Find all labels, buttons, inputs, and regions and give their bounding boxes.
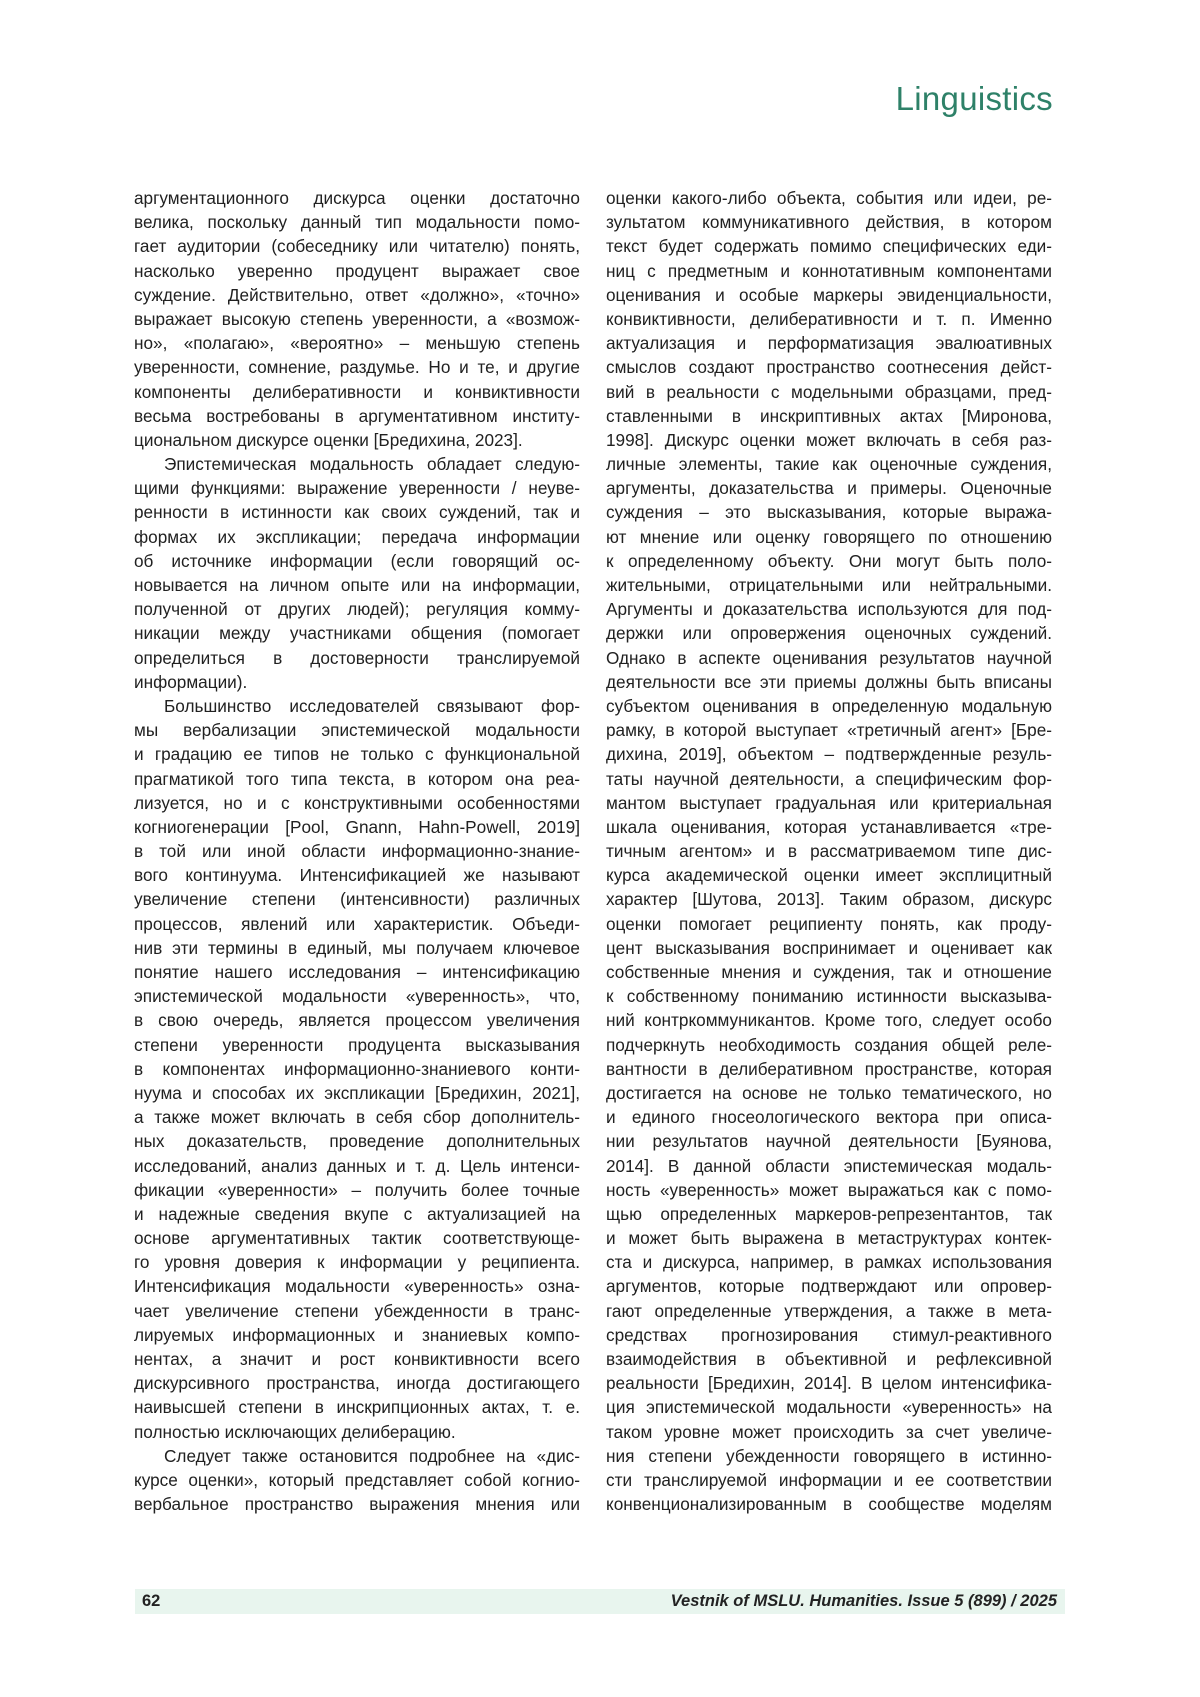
text-line: жительными, отрицательными или нейтральными.: [606, 575, 1052, 595]
text-line: 1998]. Дискурс оценки может включать в себя раз-: [606, 429, 1052, 450]
text-line: оценки какого-либо объекта, события или идеи, ре-: [606, 188, 1052, 208]
text-line: мы вербализации эпистемической модальности: [134, 720, 580, 741]
text-line: собственные мнения и суждения, так и отношение: [606, 962, 1052, 982]
text-line: ют мнение или оценку говорящего по отношению: [606, 526, 1052, 547]
text-line: курсе оценки», который представляет собой когнио-: [134, 1469, 580, 1490]
text-line: исследований, анализ данных и т. д. Цель интенси-: [134, 1155, 580, 1176]
text-line: актуализация и перформатизация эвалюативных: [606, 333, 1052, 354]
text-line: ных доказательств, проведение дополнительных: [134, 1131, 580, 1152]
text-line: суждения – это высказывания, которые выража-: [606, 502, 1052, 523]
text-line: тичным агентом» и в рассматриваемом типе дис-: [606, 841, 1052, 862]
text-line: ция эпистемической модальности «уверенность» на: [606, 1397, 1052, 1418]
text-line: выражает высокую степень уверенности, а «возмож-: [134, 308, 580, 329]
text-line: нив эти термины в единый, мы получаем ключевое: [134, 937, 580, 958]
text-line: цент высказывания воспринимает и оценивает как: [606, 937, 1052, 958]
text-line: субъектом оценивания в определенную модальную: [606, 695, 1052, 716]
text-line: таты научной деятельности, а специфическим фор-: [606, 768, 1052, 789]
text-column-right: [606, 186, 1052, 1516]
text-line: 2014]. В данной области эпистемическая модаль-: [606, 1155, 1052, 1176]
text-line: ность «уверенность» может выражаться как с помо-: [606, 1179, 1052, 1200]
text-line: основе аргументативных тактик соответствующе-: [134, 1228, 580, 1249]
text-line: гает аудитории (собеседнику или читателю) понять,: [134, 236, 580, 257]
text-line: вербальное пространство выражения мнения или: [134, 1494, 580, 1515]
text-line: об источнике информации (если говорящий ос-: [134, 550, 580, 571]
text-line: оценки помогает реципиенту понять, как проду-: [606, 913, 1052, 934]
journal-citation: Vestnik of MSLU. Humanities. Issue 5 (899) / 2025: [670, 1592, 1057, 1610]
text-line: увеличение степени (интенсивности) различных: [134, 889, 580, 910]
text-line: и градацию ее типов не только с функциональной: [134, 744, 580, 765]
text-line: Интенсификация модальности «уверенность» озна-: [134, 1276, 580, 1297]
text-line: реальности [Бредихин, 2014]. В целом интенсифика-: [606, 1373, 1052, 1394]
text-line: наивысшей степени в инскрипционных актах, т. е.: [134, 1397, 580, 1418]
text-line: лируемых информационных и знаниевых компо-: [134, 1324, 580, 1345]
text-line: и единого гносеологического вектора при описа-: [606, 1107, 1052, 1128]
text-line: нии результатов научной деятельности [Буянова,: [606, 1131, 1052, 1152]
text-line: и может быть выражена в метаструктурах контек-: [606, 1228, 1052, 1249]
text-line: весьма востребованы в аргументативном институ-: [134, 405, 580, 426]
text-line: смыслов создают пространство соотнесения дейст-: [606, 357, 1052, 378]
text-line: процессов, явлений или характеристик. Объеди-: [134, 913, 580, 934]
text-line: вого континуума. Интенсификацией же называют: [134, 865, 580, 886]
text-line: Однако в аспекте оценивания результатов научной: [606, 647, 1052, 668]
text-line: в той или иной области информационно-знание-: [134, 841, 580, 862]
text-line: щими функциями: выражение уверенности / неуве-: [134, 478, 580, 499]
text-line: вий в реальности с модельными образцами, пред-: [606, 381, 1052, 402]
text-line: го уровня доверия к информации у реципиента.: [134, 1252, 580, 1273]
text-line: зультатом коммуникативного действия, в котором: [606, 212, 1052, 233]
text-line: ния степени убежденности говорящего в истинно-: [606, 1445, 1052, 1466]
text-line: деятельности все эти приемы должны быть вписаны: [606, 671, 1052, 692]
text-line: чает увеличение степени убежденности в транс-: [134, 1300, 580, 1321]
text-line: сти транслируемой информации и ее соответствии: [606, 1469, 1052, 1490]
text-line: прагматикой того типа текста, в котором она реа-: [134, 768, 580, 789]
text-line: ренности в истинности как своих суждений, так и: [134, 502, 580, 523]
text-line: достигается на основе не только тематического, но: [606, 1082, 1052, 1103]
text-line: полностью исключающих делиберацию.: [134, 1421, 456, 1442]
text-line: ний контркоммуникантов. Кроме того, следует особо: [606, 1010, 1052, 1031]
text-line: аргументационного дискурса оценки достаточно: [134, 188, 580, 208]
text-column-left: [134, 186, 580, 1516]
text-line: понятие нашего исследования – интенсификацию: [134, 962, 580, 982]
text-line: полученной от других людей); регуляция комму-: [134, 599, 580, 620]
text-line: Эпистемическая модальность обладает следую-: [164, 454, 580, 475]
text-line: личные элементы, такие как оценочные суждения,: [606, 454, 1052, 475]
text-line: но», «полагаю», «вероятно» – меньшую степень: [134, 333, 580, 354]
text-line: информации).: [134, 671, 248, 692]
text-line: эпистемической модальности «уверенность», что,: [134, 986, 580, 1007]
text-line: велика, поскольку данный тип модальности помо-: [134, 212, 580, 233]
text-line: мантом выступает градуальная или критериальная: [606, 792, 1052, 813]
text-line: средствах прогнозирования стимул-реактивного: [606, 1324, 1052, 1345]
text-line: ниц с предметным и коннотативным компонентами: [606, 260, 1052, 281]
text-line: оценивания и особые маркеры эвиденциальности,: [606, 284, 1052, 305]
text-line: Большинство исследователей связывают фор-: [164, 695, 580, 716]
text-line: подчеркнуть необходимость создания общей реле-: [606, 1034, 1052, 1055]
text-line: степени уверенности продуцента высказывания: [134, 1034, 580, 1055]
text-line: формах их экспликации; передача информации: [134, 526, 580, 547]
footer: [135, 1589, 1065, 1614]
text-line: аргументы, доказательства и примеры. Оценочные: [606, 478, 1052, 499]
text-line: таком уровне может происходить за счет увеличе-: [606, 1421, 1052, 1442]
text-line: ста и дискурса, например, в рамках использования: [606, 1252, 1052, 1273]
text-line: к собственному пониманию истинности высказыва-: [606, 986, 1052, 1007]
text-line: когниогенерации [Pool, Gnann, Hahn-Powell, 2019]: [134, 816, 580, 837]
text-line: определиться в достоверности транслируемой: [134, 647, 580, 668]
text-line: фикации «уверенности» – получить более точные: [134, 1179, 580, 1200]
text-line: конвиктивности, делиберативности и т. п. Именно: [606, 308, 1052, 329]
text-line: текст будет содержать помимо специфических еди-: [606, 236, 1052, 257]
section-heading: Linguistics: [895, 80, 1053, 117]
text-line: нентах, а значит и рост конвиктивности всего: [134, 1349, 580, 1369]
text-line: вантности в делиберативном пространстве, которая: [606, 1058, 1052, 1079]
text-line: компоненты делиберативности и конвиктивности: [134, 381, 580, 402]
text-line: циональном дискурсе оценки [Бредихина, 2023].: [134, 429, 523, 450]
text-line: в свою очередь, является процессом увеличения: [134, 1010, 580, 1031]
text-line: курса академической оценки имеет эксплицитный: [606, 865, 1052, 886]
text-line: конвенционализированным в сообществе моделям: [606, 1494, 1052, 1515]
text-line: Аргументы и доказательства используются для под-: [606, 599, 1052, 620]
text-line: и надежные сведения вкупе с актуализацией на: [134, 1203, 580, 1224]
text-line: нуума и способах их экспликации [Бредихин, 2021],: [134, 1082, 580, 1103]
text-line: Следует также остановится подробнее на «дис-: [164, 1445, 580, 1466]
text-line: дихина, 2019], объектом – подтвержденные резуль-: [606, 744, 1052, 765]
text-line: а также может включать в себя сбор дополнитель-: [134, 1107, 580, 1128]
text-line: суждение. Действительно, ответ «должно», «точно»: [134, 284, 580, 305]
text-line: характер [Шутова, 2013]. Таким образом, дискурс: [606, 889, 1052, 910]
text-line: ставленными в инскриптивных актах [Миронова,: [606, 405, 1052, 426]
text-line: щью определенных маркеров-репрезентантов, так: [606, 1203, 1052, 1224]
text-line: никации между участниками общения (помогает: [134, 623, 580, 644]
text-line: держки или опровержения оценочных суждений.: [606, 623, 1052, 644]
text-line: в компонентах информационно-знаниевого конти-: [134, 1058, 580, 1079]
article-body: [134, 186, 1052, 1516]
text-line: шкала оценивания, которая устанавливается «тре-: [606, 816, 1052, 837]
text-line: к определенному объекту. Они могут быть поло-: [606, 550, 1052, 571]
page-number: 62: [142, 1592, 161, 1610]
text-line: новывается на личном опыте или на информации,: [134, 575, 580, 595]
text-line: взаимодействия в объективной и рефлексивной: [606, 1349, 1052, 1369]
text-line: гают определенные утверждения, а также в мета-: [606, 1300, 1052, 1321]
text-line: дискурсивного пространства, иногда достигающего: [134, 1373, 580, 1394]
text-line: лизуется, но и с конструктивными особенностями: [134, 792, 580, 813]
text-line: насколько уверенно продуцент выражает свое: [134, 260, 580, 281]
text-line: аргументов, которые подтверждают или опровер-: [606, 1276, 1052, 1297]
text-line: уверенности, сомнение, раздумье. Но и те, и другие: [134, 357, 580, 378]
text-line: рамку, в которой выступает «третичный агент» [Бре-: [606, 720, 1052, 741]
